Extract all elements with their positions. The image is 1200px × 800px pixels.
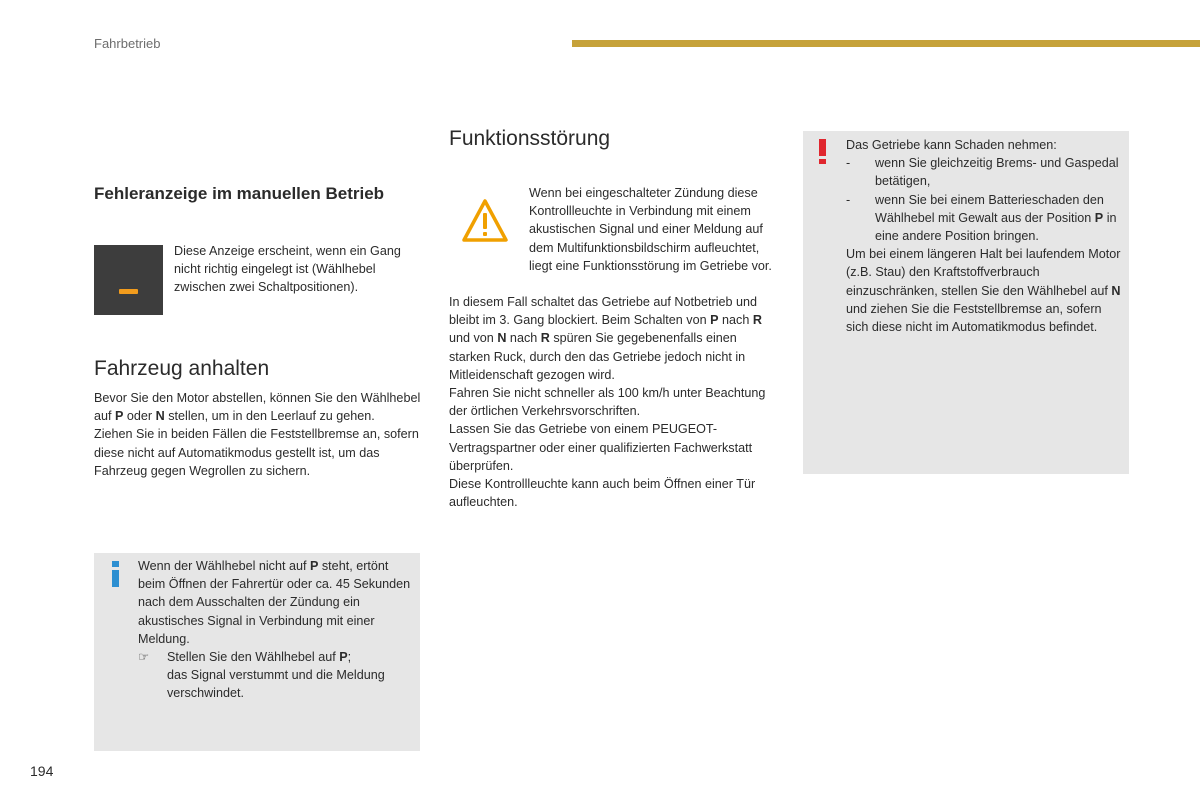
page-number: 194 xyxy=(30,763,54,779)
info-step: ☞ Stellen Sie den Wählhebel auf P; das Signal verstummt und die Meldung verschwindet. xyxy=(138,650,385,701)
warning-triangle-icon xyxy=(461,198,509,244)
warning-light-text: Wenn bei eingeschalteter Zündung diese Kontrollleuchte in Verbindung mit einem akustischen Signal und einer Meldung auf dem Multifunktionsbildschirm aufleuchtet, liegt eine Funktionsstörung im Getriebe vor. xyxy=(529,186,772,273)
caution-list-item: - wenn Sie bei einem Batterieschaden den Wählhebel mit Gewalt aus der Position P in eine andere Position bringen. xyxy=(846,192,1117,244)
fahrzeug-anhalten-heading: Fahrzeug anhalten xyxy=(94,357,270,380)
caution-list-item: - wenn Sie gleichzeitig Brems- und Gaspedal betätigen, xyxy=(846,156,1119,189)
funktionsstoerung-text xyxy=(449,293,779,511)
fehleranzeige-text: Diese Anzeige erscheint, wenn ein Gang nicht richtig eingelegt ist (Wählhebel zwischen zwei Schaltpositionen). xyxy=(174,244,401,295)
caution-box-text xyxy=(846,136,1126,336)
info-box-text: Wenn der Wählhebel nicht auf P steht, ertönt beim Öffnen der Fahrertür oder ca. 45 Sekunden nach dem Ausschalten der Zündung ein akustisches Signal in Verbindung mit einer Meldung. ☞ Stellen Sie den Wählhebel auf P; das Signal verstummt und die Meldung verschwindet. xyxy=(138,557,414,703)
funktionsstoerung-heading: Funktionsstörung xyxy=(449,127,611,150)
funktion-paragraph-2: Fahren Sie nicht schneller als 100 km/h unter Beachtung der örtlichen Verkehrsvorschriften. xyxy=(449,386,766,419)
info-box xyxy=(94,553,420,751)
pointing-hand-icon: ☞ xyxy=(138,650,150,665)
caution-intro: Das Getriebe kann Schaden nehmen: xyxy=(846,138,1057,152)
caution-box xyxy=(803,131,1129,474)
exclamation-icon xyxy=(817,139,829,164)
gear-indicator-display xyxy=(94,245,163,315)
section-label: Fahrbetrieb xyxy=(94,36,161,51)
fahrzeug-anhalten-text xyxy=(94,389,424,480)
anhalten-paragraph-2: Ziehen Sie in beiden Fällen die Feststellbremse an, sofern diese nicht auf Automatikmodus gestellt ist, um das Fahrzeug gegen Wegrollen zu sichern. xyxy=(94,427,419,478)
dash-indicator-icon xyxy=(119,289,138,294)
header-accent-bar xyxy=(572,40,1200,47)
anhalten-paragraph-1: Bevor Sie den Motor abstellen, können Sie den Wählhebel auf P oder N stellen, um in den Leerlauf zu gehen. xyxy=(94,391,421,424)
funktion-paragraph-4: Diese Kontrollleuchte kann auch beim Öffnen einer Tür aufleuchten. xyxy=(449,477,756,510)
funktion-paragraph-1: In diesem Fall schaltet das Getriebe auf Notbetrieb und bleibt im 3. Gang blockiert. Beim Schalten von P nach R und von N nach R spüren Sie gegebenenfalls einen starken Ruck, durch den das Getriebe jedoch nicht in Mitleidenschaft gezogen wird. xyxy=(449,295,762,382)
fehleranzeige-heading: Fehleranzeige im manuellen Betrieb xyxy=(94,184,385,203)
info-icon xyxy=(110,561,120,587)
funktion-paragraph-3: Lassen Sie das Getriebe von einem PEUGEOT-Vertragspartner oder einer qualifizierten Fachwerkstatt überprüfen. xyxy=(449,422,753,473)
caution-paragraph: Um bei einem längeren Halt bei laufendem Motor (z.B. Stau) den Kraftstoffverbrauch einzuschränken, stellen Sie den Wählhebel auf N und ziehen Sie die Feststellbremse an, sofern sich diese nicht im Automatikmodus befindet. xyxy=(846,247,1121,335)
